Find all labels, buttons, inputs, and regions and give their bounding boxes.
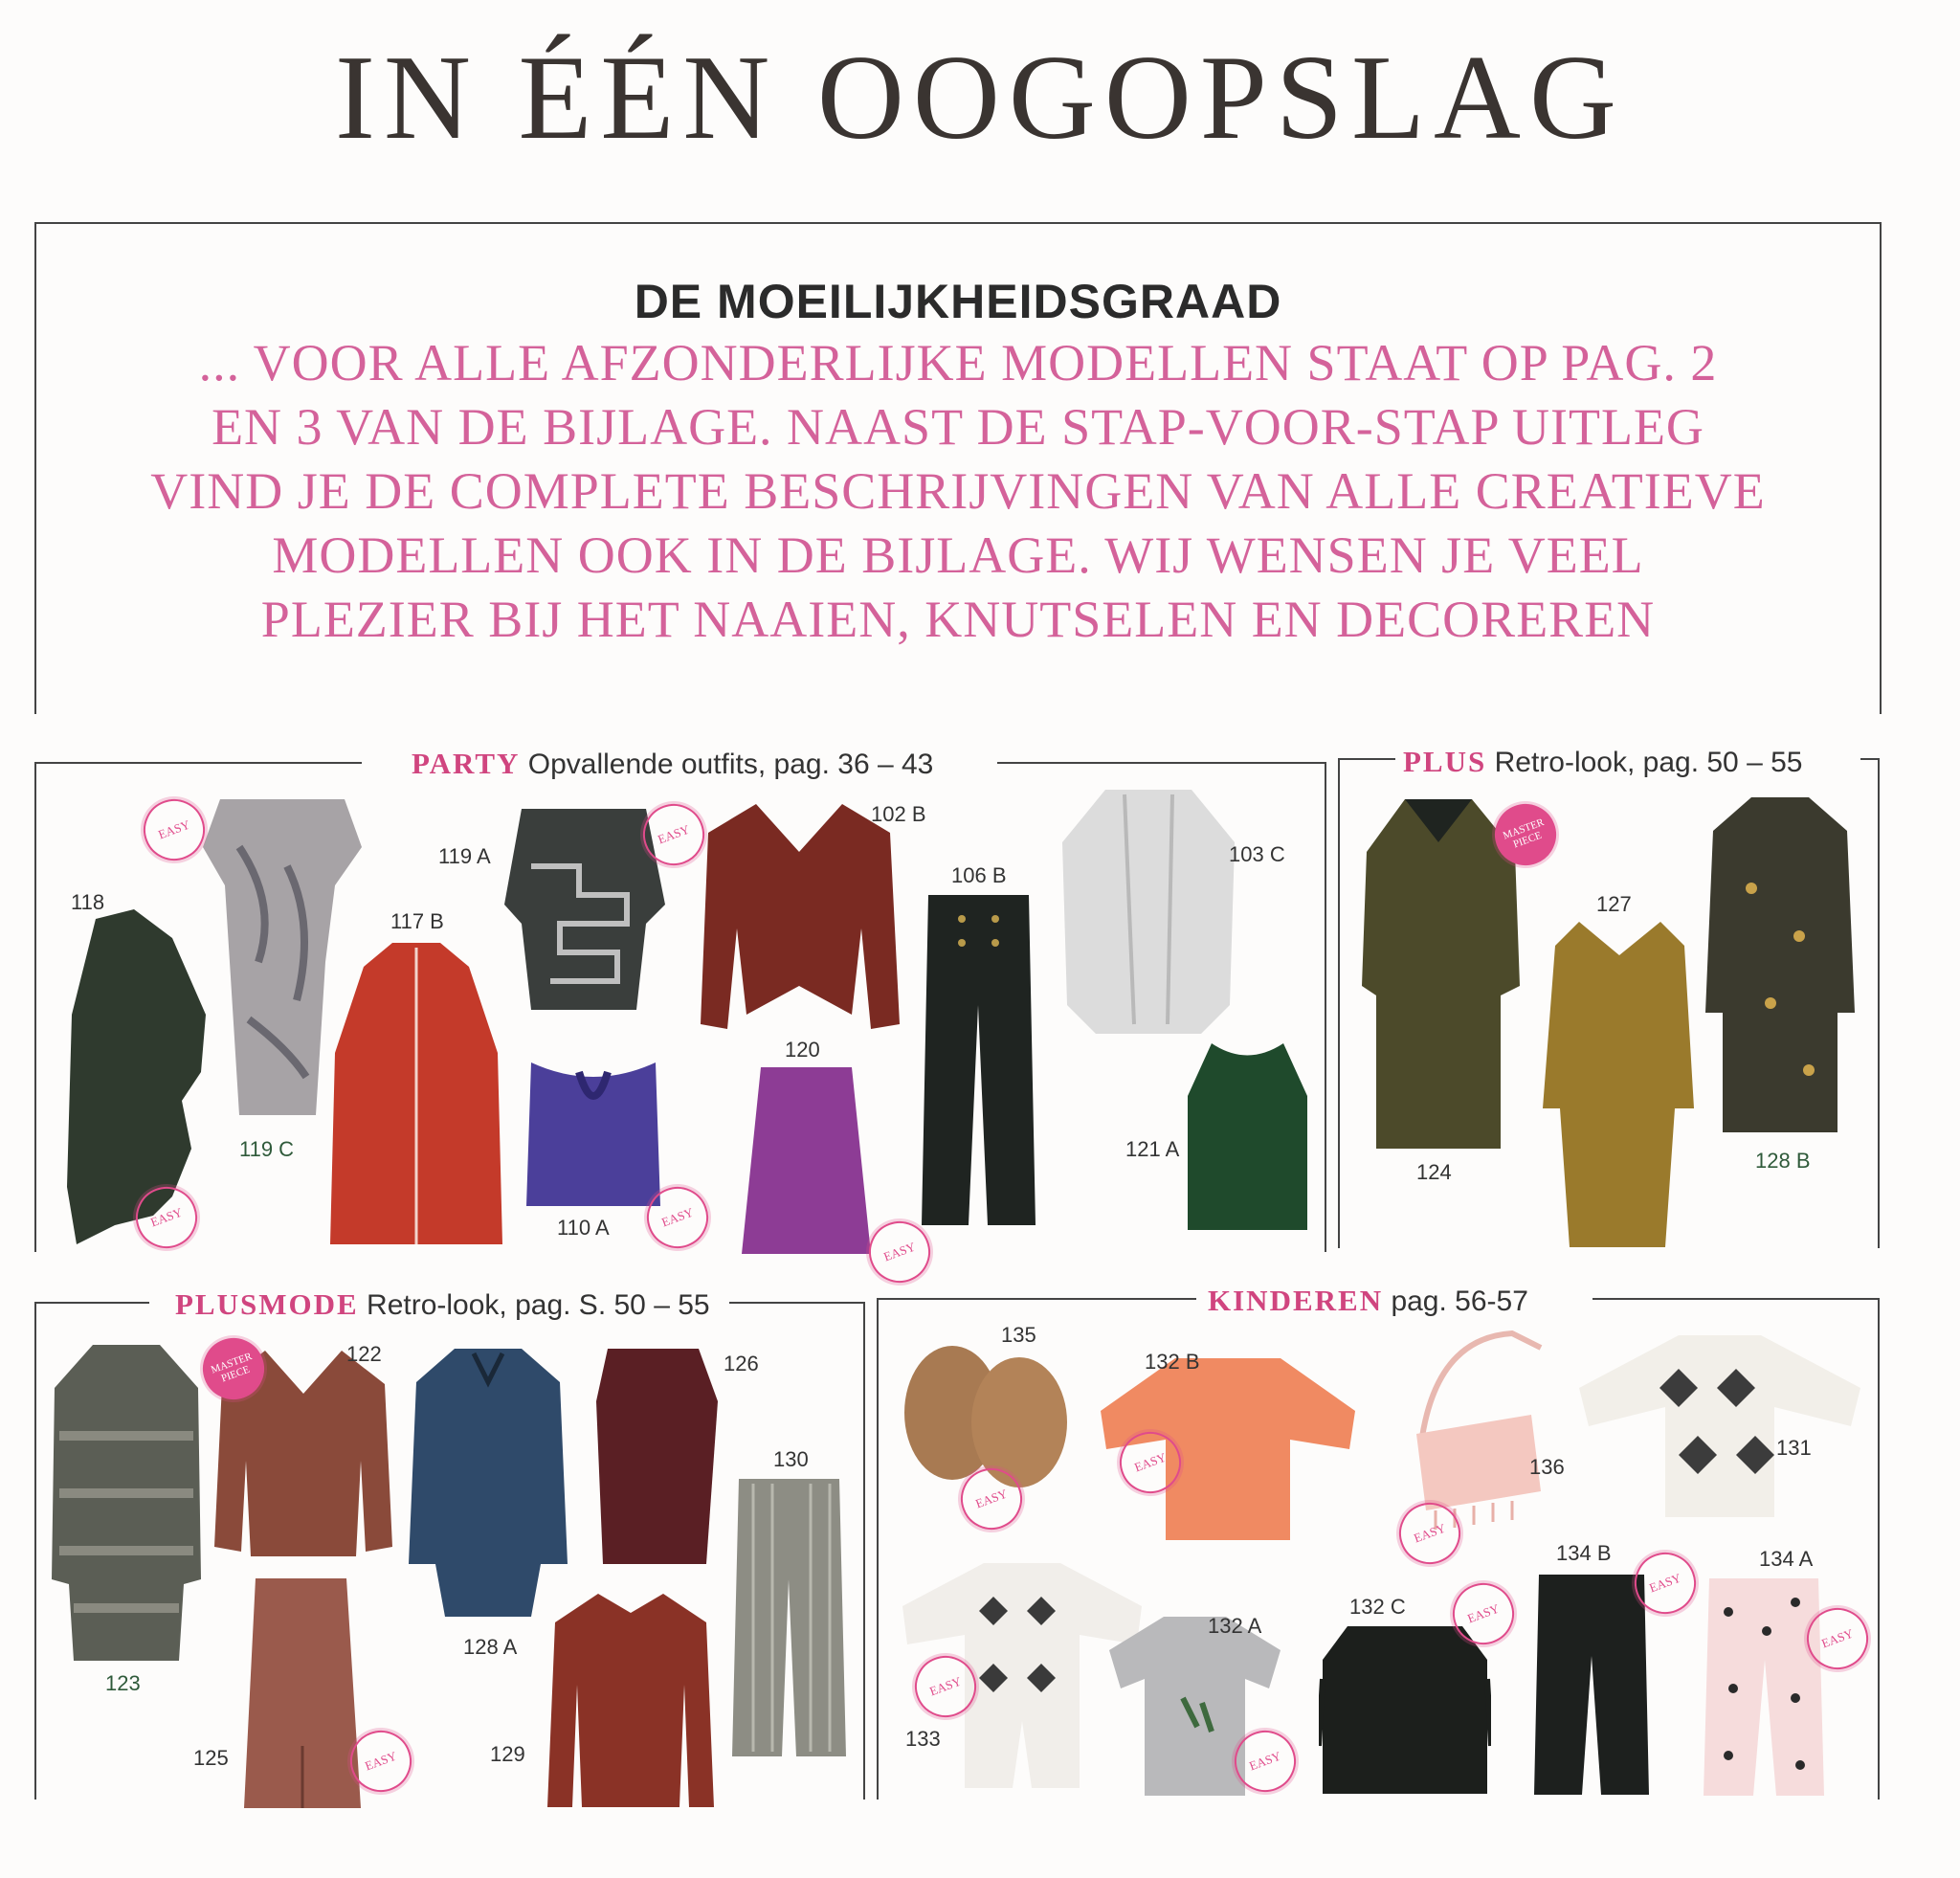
garment-125: [241, 1574, 364, 1811]
easy-badge: EASY: [127, 1178, 206, 1257]
label-121a: 121 A: [1125, 1137, 1180, 1161]
divider: [1878, 1298, 1880, 1800]
label-120: 120: [785, 1038, 820, 1062]
section-title-plus: [1403, 747, 1802, 777]
divider: [877, 1298, 879, 1800]
intro-line: EN 3 VAN DE BIJLAGE. NAAST DE STAP-VOOR-STAP UITLEG: [212, 398, 1704, 456]
section-title-party: [412, 749, 933, 779]
easy-badge: EASY: [1226, 1722, 1304, 1800]
garment-121a: [1183, 1039, 1312, 1235]
label-125: 125: [193, 1746, 229, 1770]
section-title-kinderen: [1208, 1286, 1528, 1316]
garment-127: [1541, 917, 1699, 1254]
garment-134a: [1700, 1574, 1828, 1800]
label-132c: 132 C: [1349, 1595, 1406, 1619]
divider: [1860, 758, 1878, 760]
garment-134b: [1529, 1570, 1654, 1800]
divider: [1338, 758, 1395, 760]
easy-badge: EASY: [1111, 1423, 1190, 1502]
garment-130: [729, 1474, 849, 1761]
label-126: 126: [724, 1352, 759, 1375]
label-118: 118: [71, 890, 105, 914]
label-134a: 134 A: [1759, 1547, 1814, 1571]
label-110a: 110 A: [557, 1216, 610, 1240]
easy-badge: EASY: [638, 1178, 717, 1257]
divider: [34, 1302, 149, 1304]
divider: [1592, 1298, 1880, 1300]
label-132b: 132 B: [1145, 1350, 1200, 1374]
label-103c: 103 C: [1229, 842, 1285, 866]
section-text: Opvallende outfits, pag. 36 – 43: [527, 749, 934, 780]
label-134b: 134 B: [1556, 1541, 1612, 1565]
divider: [863, 1302, 865, 1800]
label-123: 123: [105, 1671, 141, 1695]
label-128b: 128 B: [1755, 1149, 1811, 1173]
label-122: 122: [346, 1342, 382, 1366]
section-keyword: PARTY: [412, 747, 521, 780]
easy-badge: EASY: [1391, 1494, 1469, 1573]
intro-line: VIND JE DE COMPLETE BESCHRIJVINGEN VAN ALLE CREATIEVE: [150, 462, 1766, 520]
divider: [1338, 758, 1340, 1248]
easy-badge: EASY: [906, 1647, 985, 1726]
section-keyword: KINDEREN: [1208, 1284, 1384, 1317]
garment-106b: [919, 890, 1038, 1235]
garment-103c: [1058, 785, 1239, 1043]
garment-120: [737, 1062, 876, 1259]
label-102b: 102 B: [871, 802, 926, 826]
divider: [1325, 762, 1326, 1252]
page-title: IN ÉÉN OOGOPSLAG: [335, 32, 1625, 165]
label-133: 133: [905, 1727, 941, 1751]
section-keyword: PLUS: [1403, 745, 1487, 778]
label-117b: 117 B: [390, 909, 444, 933]
garment-135: [900, 1323, 1072, 1491]
label-132a: 132 A: [1208, 1614, 1262, 1638]
garment-110a: [522, 1053, 665, 1211]
intro-text: [36, 331, 1880, 652]
divider: [877, 1298, 1196, 1300]
label-119a: 119 A: [438, 844, 491, 868]
label-127: 127: [1596, 892, 1632, 916]
divider: [997, 762, 1325, 764]
garment-117b: [325, 938, 507, 1249]
divider: [34, 762, 36, 1252]
divider: [34, 762, 362, 764]
easy-badge: EASY: [860, 1213, 939, 1291]
intro-heading: DE MOEILIJKHEIDSGRAAD: [634, 275, 1282, 328]
intro-line: MODELLEN OOK IN DE BIJLAGE. WIJ WENSEN JE VEEL: [272, 526, 1644, 584]
label-124: 124: [1416, 1160, 1452, 1184]
garment-119a: [502, 799, 665, 1015]
master-piece-badge: MASTER PIECE: [194, 1330, 273, 1408]
garment-136: [1407, 1329, 1550, 1531]
easy-badge: EASY: [342, 1722, 420, 1800]
intro-line: ... VOOR ALLE AFZONDERLIJKE MODELLEN STAAT OP PAG. 2: [198, 334, 1718, 391]
intro-box: [34, 222, 1882, 714]
divider: [1878, 758, 1880, 1248]
section-keyword: PLUSMODE: [175, 1287, 359, 1321]
label-119c: 119 C: [239, 1137, 295, 1161]
section-text: pag. 56-57: [1391, 1286, 1528, 1317]
garment-129: [546, 1589, 716, 1811]
garment-126: [593, 1344, 723, 1569]
master-piece-badge: MASTER PIECE: [1486, 795, 1565, 874]
label-130: 130: [773, 1447, 809, 1471]
intro-line: PLEZIER BIJ HET NAAIEN, KNUTSELEN EN DECOREREN: [260, 591, 1656, 648]
label-128a: 128 A: [463, 1635, 518, 1659]
section-title-plusmode: [175, 1289, 710, 1320]
section-text: Retro-look, pag. 50 – 55: [1494, 747, 1803, 778]
label-129: 129: [490, 1742, 525, 1766]
garment-128a: [407, 1344, 569, 1621]
label-131: 131: [1776, 1436, 1812, 1460]
easy-badge: EASY: [635, 795, 713, 874]
garment-131: [1573, 1330, 1866, 1522]
garment-128b: [1704, 793, 1857, 1139]
divider: [729, 1302, 863, 1304]
label-106b: 106 B: [951, 863, 1007, 887]
easy-badge: EASY: [1626, 1544, 1704, 1622]
label-135: 135: [1001, 1323, 1036, 1347]
easy-badge: EASY: [1444, 1575, 1523, 1653]
garment-132c: [1319, 1621, 1491, 1800]
label-136: 136: [1529, 1455, 1565, 1479]
section-text: Retro-look, pag. S. 50 – 55: [367, 1289, 710, 1321]
garment-102b: [699, 794, 900, 1039]
easy-badge: EASY: [952, 1460, 1031, 1538]
easy-badge: EASY: [1798, 1599, 1877, 1678]
easy-badge: EASY: [135, 791, 213, 869]
divider: [34, 1302, 36, 1800]
garment-123: [50, 1340, 203, 1666]
